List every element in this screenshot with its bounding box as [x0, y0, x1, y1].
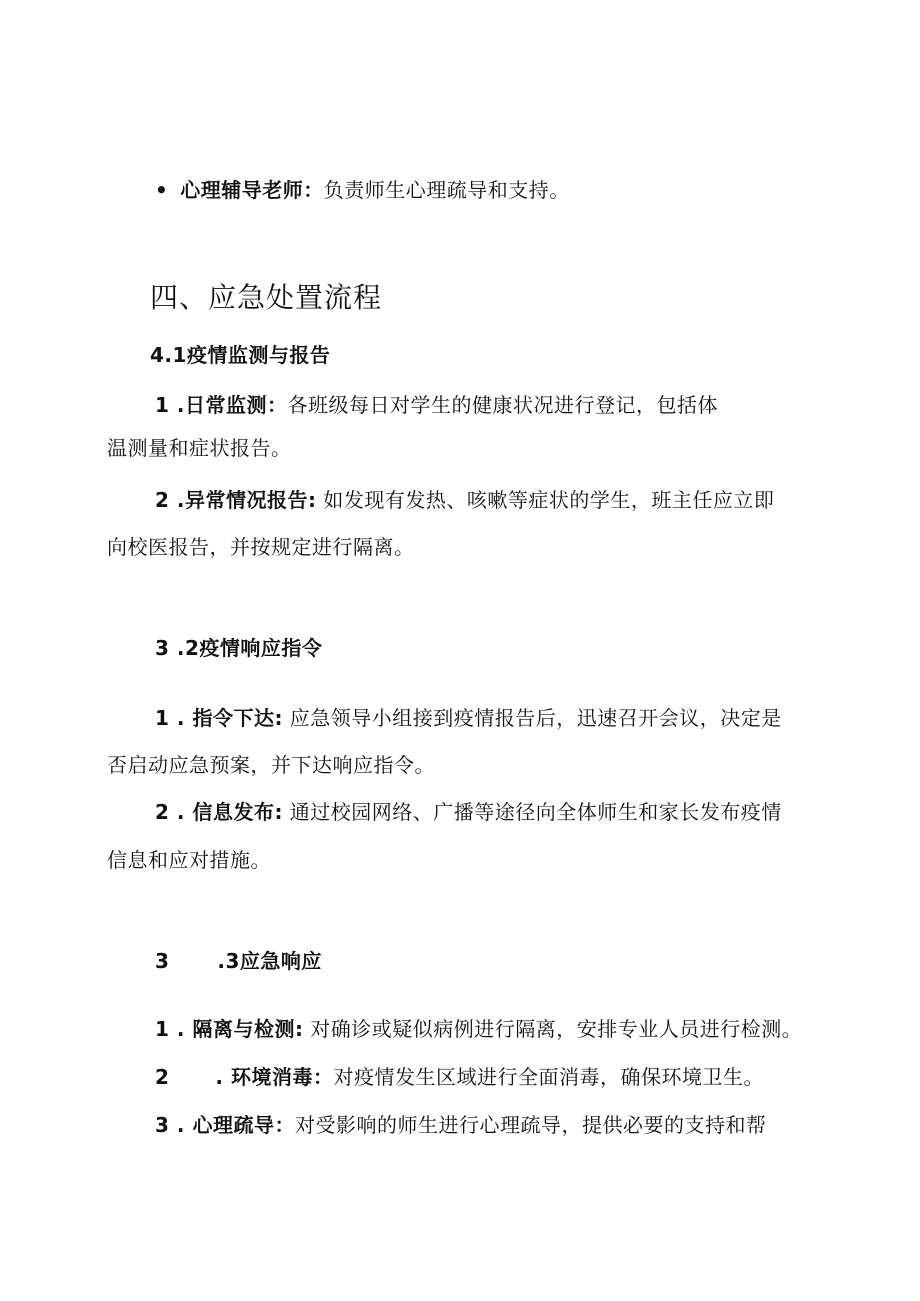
item-label: 1 .日常监测：	[155, 393, 288, 417]
item-label: 1 . 指令下达:	[155, 706, 283, 730]
subsection-title-4-1: 4.1疫情监测与报告	[150, 343, 331, 367]
item-text: 对受影响的师生进行心理疏导，提供必要的支持和帮	[294, 1113, 767, 1137]
item-info-release	[155, 797, 782, 827]
bullet-item-psych-teacher	[155, 175, 570, 205]
item-label: 2 .异常情况报告:	[155, 488, 317, 512]
item-text: 对疫情发生区域进行全面消毒，确保环境卫生。	[333, 1065, 764, 1089]
item-info-release-cont: 信息和应对措施。	[107, 848, 271, 872]
section-title: 四、应急处置流程	[150, 281, 383, 314]
subsection-title-4-3	[155, 946, 322, 976]
bullet-text: 负责师生心理疏导和支持。	[323, 178, 570, 202]
item-command-issue-cont: 否启动应急预案，并下达响应指令。	[107, 753, 435, 777]
item-text: 如发现有发热、咳嗽等症状的学生，班主任应立即	[316, 488, 775, 512]
item-disinfection	[155, 1062, 764, 1092]
item-label: 3 . 心理疏导：	[155, 1113, 295, 1137]
subsection-title-4-2: 3 .2疫情响应指令	[155, 636, 323, 660]
subsection-number: 3	[155, 949, 170, 973]
item-daily-monitoring-cont: 温测量和症状报告。	[107, 436, 292, 460]
bullet-icon: •	[155, 178, 169, 202]
item-label: . 环境消毒：	[215, 1065, 334, 1089]
item-label: 1 . 隔离与检测:	[155, 1017, 304, 1041]
item-text: 对确诊或疑似病例进行隔离，安排专业人员进行检测。	[303, 1017, 803, 1041]
item-isolation-testing	[155, 1014, 802, 1044]
bullet-label: 心理辅导老师：	[180, 178, 324, 202]
item-command-issue	[155, 703, 782, 733]
subsection-title-text: .3应急响应	[217, 949, 322, 973]
item-number: 2	[155, 1065, 170, 1089]
item-daily-monitoring	[155, 390, 718, 420]
item-text: 应急领导小组接到疫情报告后，迅速召开会议，决定是	[282, 706, 782, 730]
item-label: 2 . 信息发布:	[155, 800, 283, 824]
item-psych-counseling	[155, 1110, 766, 1140]
item-text: 通过校园网络、广播等途径向全体师生和家长发布疫情	[282, 800, 782, 824]
item-text: 各班级每日对学生的健康状况进行登记，包括体	[287, 393, 718, 417]
item-abnormal-report-cont: 向校医报告，并按规定进行隔离。	[107, 535, 415, 559]
item-abnormal-report	[155, 485, 774, 515]
